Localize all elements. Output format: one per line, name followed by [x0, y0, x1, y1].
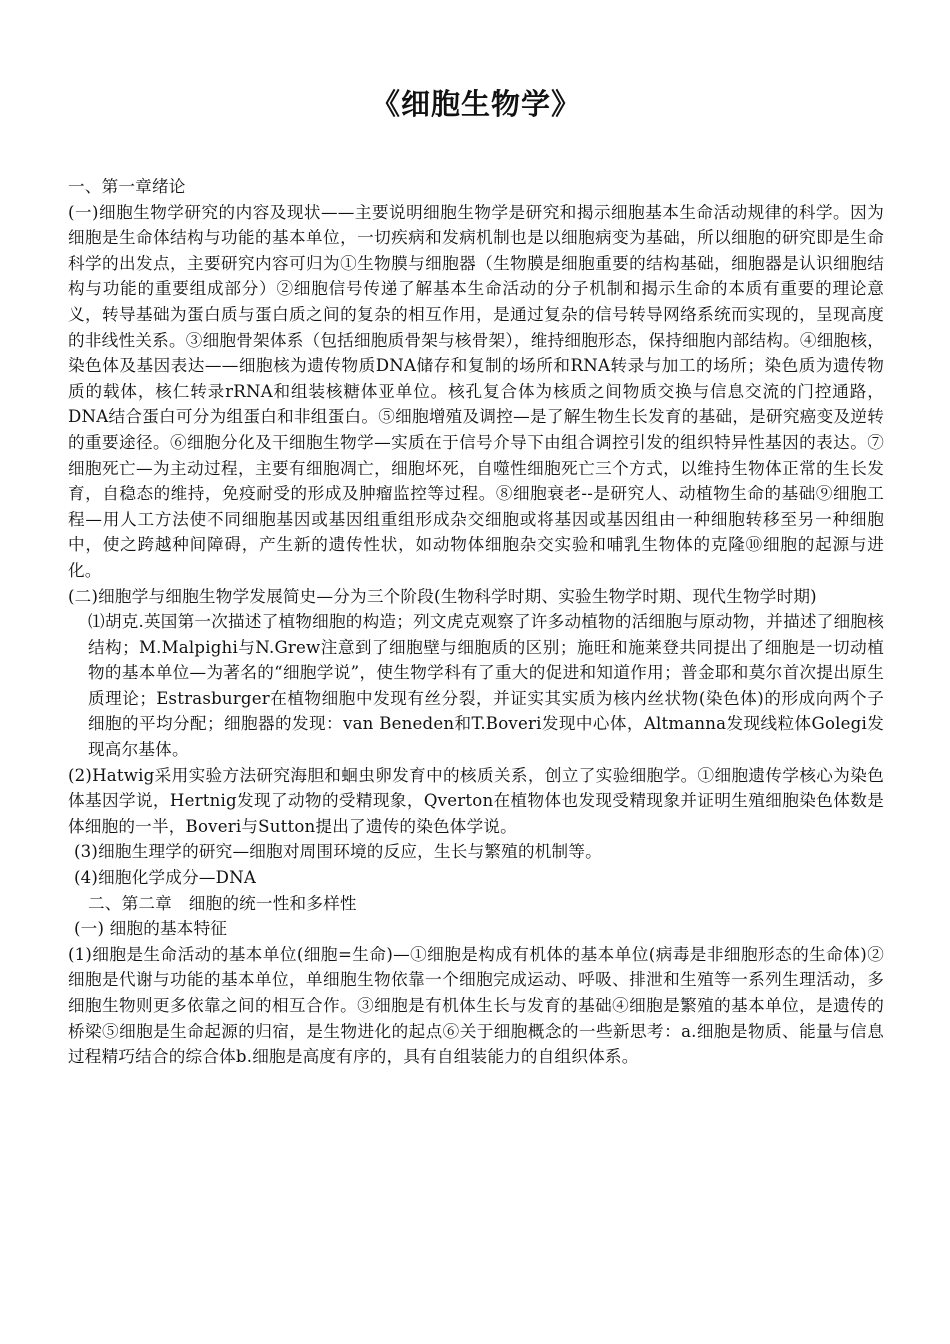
document-title: 《细胞生物学》 — [370, 87, 581, 121]
section-1-1-paragraph: (一)细胞生物学研究的内容及现状——主要说明细胞生物学是研究和揭示细胞基本生命活动规律的科学。因为细胞是生命体结构与功能的基本单位，一切疾病和发病机制也是以细胞病变为基础，所以细胞的研究即是生命科学的出发点，主要研究内容可归为①生物膜与细胞器（生物膜是细胞重要的结构基础，细胞器是认识细胞结构与功能的重要组成部分）②细胞信号传递了解基本生命活动的分子机制和揭示生命的本质有重要的理论意义，转导基础为蛋白质与蛋白质之间的复杂的相互作用，是通过复杂的信号转导网络系统而实现的，呈现高度的非线性关系。③细胞骨架体系（包括细胞质骨架与核骨架），维持细胞形态，保持细胞内部结构。④细胞核，染色体及基因表达——细胞核为遗传物质DNA储存和复制的场所和RNA转录与加工的场所；染色质为遗传物质的载体，核仁转录rRNA和组装核糖体亚单位。核孔复合体为核质之间物质交换与信息交流的门控通路，DNA结合蛋白可分为组蛋白和非组蛋白。⑤细胞增殖及调控—是了解生物生长发育的基础，是研究癌变及逆转的重要途径。⑥细胞分化及干细胞生物学—实质在于信号介导下由组合调控引发的组织特异性基因的表达。⑦细胞死亡—为主动过程，主要有细胞凋亡，细胞坏死，自噬性细胞死亡三个方式，以维持生物体正常的生长发育，自稳态的维持，免疫耐受的形成及肿瘤监控等过程。⑧细胞衰老--是研究人、动植物生命的基础⑨细胞工程—用人工方法使不同细胞基因或基因组重组形成杂交细胞或将基因或基因组由一种细胞转移至另一种细胞中，使之跨越种间障碍，产生新的遗传性状，如动物体细胞杂交实验和哺乳生物体的克隆⑩细胞的起源与进化。 — [68, 202, 884, 580]
history-item-4-paragraph: (4)细胞化学成分—DNA — [74, 868, 257, 888]
chapter-1-heading: 一、第一章绪论 — [68, 177, 186, 196]
history-item-1-paragraph: ⑴胡克.英国第一次描述了植物细胞的构造；列文虎克观察了许多动植物的活细胞与原动物，并描述了细胞核结构；M.Malpighi与N.Grew注意到了细胞壁与细胞质的区别；施旺和施莱登共同提出了细胞是一切动植物的基本单位—为著名的“细胞学说”，使生物学科有了重大的促进和知道作用；普金耶和莫尔首次提出原生质理论；Estrasburger在植物细胞中发现有丝分裂，并证实其实质为核内丝状物(染色体)的形成向两个子细胞的平均分配；细胞器的发现：van Beneden和T.Boveri发现中心体，Altmanna发现线粒体Golegi发现高尔基体。 — [88, 612, 884, 760]
section-2-1-heading: (一) 细胞的基本特征 — [74, 919, 228, 939]
chapter-2-heading: 二、第二章 细胞的统一性和多样性 — [88, 893, 357, 913]
history-item-3-paragraph: (3)细胞生理学的研究—细胞对周围环境的反应，生长与繁殖的机制等。 — [74, 842, 602, 862]
section-2-1-paragraph: (1)细胞是生命活动的基本单位(细胞=生命)—①细胞是构成有机体的基本单位(病毒是非细胞形态的生命体)②细胞是代谢与功能的基本单位，单细胞生物依靠一个细胞完成运动、呼吸、排泄和生殖等一系列生理活动，多细胞生物则更多依靠之间的相互合作。③细胞是有机体生长与发育的基础④细胞是繁殖的基本单位，是遗传的桥梁⑤细胞是生命起源的归宿，是生物进化的起点⑥关于细胞概念的一些新思考：a.细胞是物质、能量与信息过程精巧结合的综合体b.细胞是高度有序的，具有自组装能力的自组织体系。 — [68, 944, 884, 1067]
document-body — [68, 174, 884, 1070]
section-1-2-heading: (二)细胞学与细胞生物学发展简史—分为三个阶段(生物科学时期、实验生物学时期、现代生物学时期) — [68, 586, 817, 606]
history-item-2-paragraph: (2)Hatwig采用实验方法研究海胆和蛔虫卵发育中的核质关系，创立了实验细胞学。①细胞遗传学核心为染色体基因学说，Hertnig发现了动物的受精现象，Qverton在植物体也发现受精现象并证明生殖细胞染色体数是体细胞的一半，Boveri与Sutton提出了遗传的染色体学说。 — [68, 765, 884, 836]
